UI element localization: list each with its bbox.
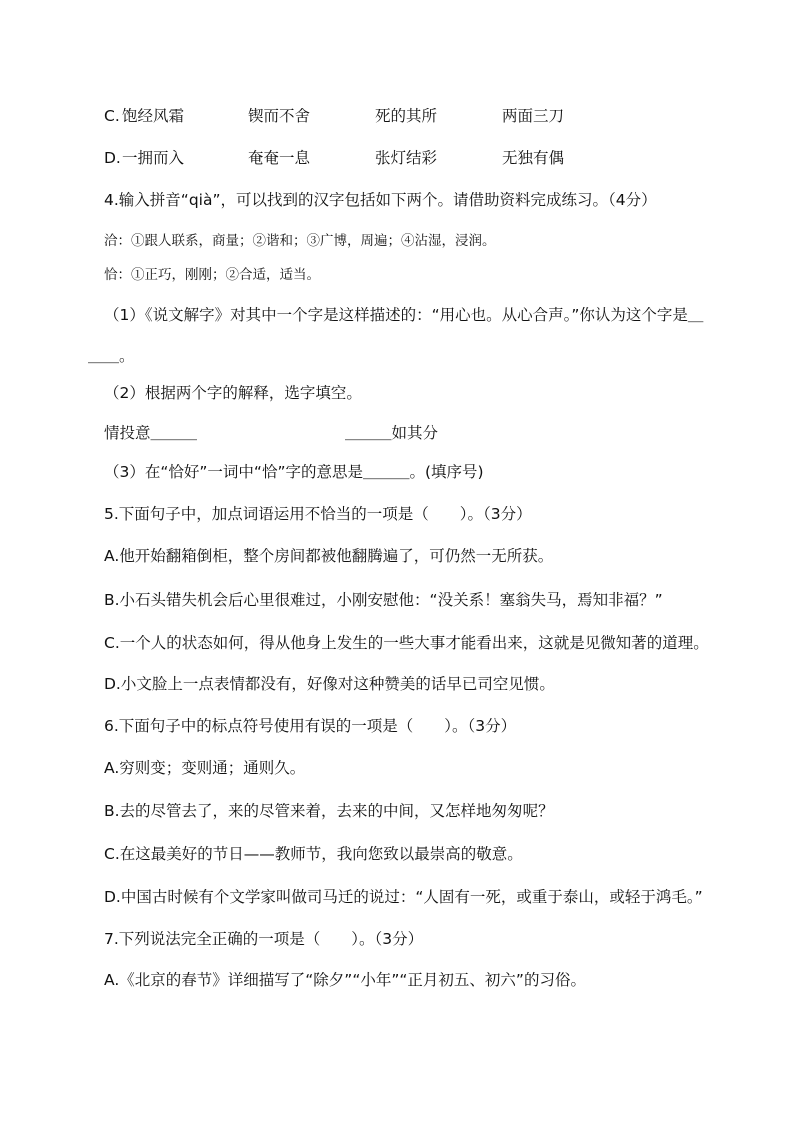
q3-option-c-word-2: 锲而不舍 [248,107,311,125]
q3-option-d-label: D. [104,149,121,167]
q7-stem: 7.下列说法完全正确的一项是（ ）。（3分） [104,930,424,948]
q3-option-c-label: C. [104,107,120,125]
q6-stem: 6.下面句子中的标点符号使用有误的一项是（ ）。（3分） [104,717,517,735]
q6-option-c: C.在这最美好的节日——教师节，我向您致以最崇高的敬意。 [104,845,523,863]
q3-option-d-word-2: 奄奄一息 [248,149,311,167]
q7-option-a: A.《北京的春节》详细描写了“除夕”“小年”“正月初五、初六”的习俗。 [104,971,586,989]
q4-fill-right: ＿＿＿如其分 [345,424,439,442]
q5-option-c: C.一个人的状态如何，得从他身上发生的一些大事才能看出来，这就是见微知著的道理。 [104,634,709,652]
q5-option-a: A.他开始翻箱倒柜，整个房间都被他翻腾遍了，可仍然一无所获。 [104,547,554,565]
q4-sub2: （2）根据两个字的解释，选字填空。 [104,384,362,402]
q3-option-c-word-1: 饱经风霜 [122,107,185,125]
q4-fill-left: 情投意＿＿＿ [104,424,198,442]
q3-option-d-word-4: 无独有偶 [502,149,565,167]
q6-option-b: B.去的尽管去了，来的尽管来着，去来的中间，又怎样地匆匆呢？ [104,802,554,820]
q4-definition-qia-2: 恰：①正巧，刚刚；②合适，适当。 [104,267,320,283]
q4-sub1-line1: （1）《说文解字》对其中一个字是这样描述的：“用心也。从心合声。”你认为这个字是＿ [104,306,704,324]
q6-option-d: D.中国古时候有个文学家叫做司马迁的说过：“人固有一死，或重于泰山，或轻于鸿毛。” [104,888,703,906]
q3-option-d-word-1: 一拥而入 [122,149,185,167]
q4-stem: 4.输入拼音“qià”，可以找到的汉字包括如下两个。请借助资料完成练习。（4分） [104,191,657,209]
q3-option-d-word-3: 张灯结彩 [375,149,438,167]
q4-sub1-line2: ＿＿。 [88,347,135,365]
q6-option-a: A.穷则变；变则通；通则久。 [104,759,306,777]
q4-sub3: （3）在“恰好”一词中“恰”字的意思是＿＿＿。(填序号) [104,463,484,481]
q3-option-c-word-3: 死的其所 [375,107,438,125]
q5-stem: 5.下面句子中，加点词语运用不恰当的一项是（ ）。（3分） [104,505,532,523]
q4-definition-qia-1: 洽：①跟人联系，商量；②谐和；③广博，周遍；④沾湿，浸润。 [104,233,496,249]
q3-option-c-word-4: 两面三刀 [502,107,565,125]
q5-option-d: D.小文脸上一点表情都没有，好像对这种赞美的话早已司空见惯。 [104,675,555,693]
q5-option-b: B.小石头错失机会后心里很难过，小刚安慰他：“没关系！塞翁失马，焉知非福？” [104,591,663,609]
